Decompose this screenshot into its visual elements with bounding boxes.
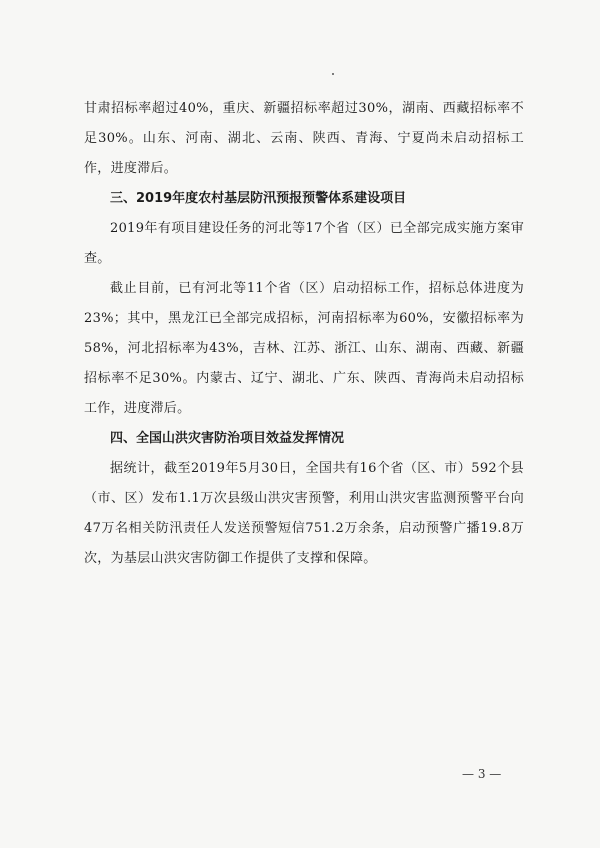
page-number: — 3 — — [462, 767, 502, 781]
paragraph-plan-review: 2019年有项目建设任务的河北等17个省（区）已全部完成实施方案审查。 — [84, 221, 524, 266]
section-heading-4: 四、全国山洪灾害防治项目效益发挥情况 — [110, 431, 345, 446]
paragraph-gansu-bidding: 甘肃招标率超过40%，重庆、新疆招标率超过30%，湖南、西藏招标率不足30%。山东、河南、湖北、云南、陕西、青海、宁夏尚未启动招标工作，进度滞后。 — [84, 101, 524, 176]
paragraph-statistics: 据统计，截至2019年5月30日，全国共有16个省（区、市）592个县（市、区）发布1.1万次县级山洪灾害预警，利用山洪灾害监测预警平台向47万名相关防汛责任人发送预警短信751.2万余条，启动预警广播19.8万次，为基层山洪灾害防御工作提供了支撑和保障。 — [84, 461, 524, 566]
section-heading-3: 三、2019年度农村基层防汛预报预警体系建设项目 — [110, 191, 407, 206]
scan-speck — [332, 73, 334, 75]
paragraph-bidding-progress: 截止目前，已有河北等11个省（区）启动招标工作，招标总体进度为23%；其中，黑龙江已全部完成招标，河南招标率为60%，安徽招标率为58%，河北招标率为43%，吉林、江苏、浙江、山东、湖南、西藏、新疆招标率不足30%。内蒙古、辽宁、湖北、广东、陕西、青海尚未启动招标工作，进度滞后。 — [84, 281, 524, 416]
